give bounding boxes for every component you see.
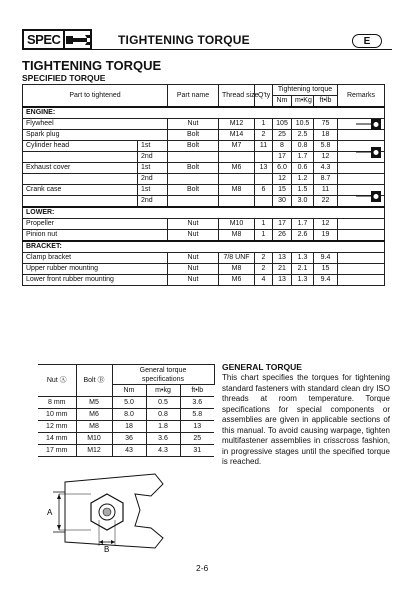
cell-ftlb: 25	[180, 433, 214, 445]
cell-part-name	[168, 152, 219, 163]
cell-bolt: M8	[76, 421, 112, 433]
table-row	[23, 163, 385, 174]
cell-nut: 12 mm	[38, 421, 76, 433]
cell-nm: 5.0	[112, 397, 146, 409]
cell-mkg: 1.7	[292, 219, 314, 230]
cell-ftlb: 18	[314, 130, 338, 141]
cell-mkg: 1.3	[292, 275, 314, 286]
cell-nm: 26	[273, 230, 292, 242]
col-remarks: Remarks	[338, 85, 385, 108]
table-row	[38, 421, 214, 433]
general-rows	[38, 397, 214, 457]
col-nm: Nm	[273, 96, 292, 108]
cell-qty: 2	[255, 264, 273, 275]
cell-ftlb: 11	[314, 185, 338, 196]
cell-step: 2nd	[138, 152, 168, 163]
cell-part: Exhaust cover	[23, 163, 138, 174]
nut-bolt-figure	[45, 470, 175, 552]
cell-nm: 15	[273, 185, 292, 196]
cell-qty: 2	[255, 130, 273, 141]
cell-part: Clamp bracket	[23, 253, 168, 264]
cell-part-name: Nut	[168, 253, 219, 264]
cell-thread	[219, 174, 255, 185]
cell-mkg: 1.7	[292, 152, 314, 163]
table-row	[23, 141, 385, 152]
cell-nut: 14 mm	[38, 433, 76, 445]
cell-thread: M7	[219, 141, 255, 152]
spec-label: SPEC	[24, 31, 65, 48]
lower-rows	[23, 219, 385, 242]
cell-remarks	[338, 152, 385, 163]
cell-qty: 4	[255, 275, 273, 286]
cell-remarks	[338, 130, 385, 141]
cell-nm: 13	[273, 275, 292, 286]
cell-nm: 17	[273, 152, 292, 163]
cell-ftlb: 13	[180, 421, 214, 433]
cell-part-name: Bolt	[168, 130, 219, 141]
nut-hexagon	[91, 494, 123, 530]
cell-part-name: Bolt	[168, 141, 219, 152]
cell-bolt: M6	[76, 409, 112, 421]
cell-qty: 1	[255, 219, 273, 230]
cell-thread: M12	[219, 119, 255, 130]
cell-nm: 6.0	[273, 163, 292, 174]
wrench-icon	[65, 34, 91, 46]
cell-ftlb: 8.7	[314, 174, 338, 185]
cell-mkg: 1.3	[292, 253, 314, 264]
cell-nm: 18	[112, 421, 146, 433]
cell-part-name: Nut	[168, 264, 219, 275]
cell-part-name: Nut	[168, 230, 219, 242]
cell-ftlb: 19	[314, 230, 338, 242]
group-lower: LOWER:	[23, 207, 385, 219]
cell-nm: 21	[273, 264, 292, 275]
cell-remarks	[338, 174, 385, 185]
bracket-rows	[23, 253, 385, 286]
cell-ftlb: 12	[314, 152, 338, 163]
cell-part: Upper rubber mounting	[23, 264, 168, 275]
cell-ftlb: 31	[180, 445, 214, 457]
cell-nut: 10 mm	[38, 409, 76, 421]
cell-thread: M8	[219, 185, 255, 196]
cell-thread: M8	[219, 230, 255, 242]
col-ftlb: ft•lb	[180, 385, 214, 397]
col-nm: Nm	[112, 385, 146, 397]
cell-remarks	[338, 230, 385, 242]
group-engine: ENGINE:	[23, 107, 385, 119]
cell-ftlb: 9.4	[314, 275, 338, 286]
table-row	[23, 152, 385, 163]
spec-badge	[22, 29, 92, 50]
cell-thread: M6	[219, 163, 255, 174]
group-bracket: BRACKET:	[23, 241, 385, 253]
section-title: TIGHTENING TORQUE	[22, 58, 162, 73]
col-bolt: Bolt Ⓑ	[76, 365, 112, 397]
cell-mkg: 4.3	[146, 445, 180, 457]
general-torque-body: This chart specifies the torques for tightening standard fasteners with standard clean dry ISO threads at room temperature. Torque specifications for special components or assemblies are given in applicable sections of this manual. To avoid causing warpage, tighten multifastener assemblies in crisscross fashion, in progressive stages until the specified torque is reached.	[222, 373, 390, 466]
cell-part: Pinion nut	[23, 230, 168, 242]
cell-thread	[219, 196, 255, 208]
cell-step: 1st	[138, 163, 168, 174]
cell-thread: 7/8 UNF	[219, 253, 255, 264]
dimension-a	[57, 494, 91, 530]
specified-torque-table	[22, 84, 385, 286]
cell-thread: M10	[219, 219, 255, 230]
cell-thread: M8	[219, 264, 255, 275]
cell-nm: 30	[273, 196, 292, 208]
cell-mkg: 0.5	[146, 397, 180, 409]
cell-part	[23, 152, 138, 163]
table-row	[23, 196, 385, 208]
cell-part-name	[168, 196, 219, 208]
cell-qty: 11	[255, 141, 273, 152]
cell-part	[23, 174, 138, 185]
cell-part: Crank case	[23, 185, 138, 196]
cell-qty: 1	[255, 119, 273, 130]
cell-ftlb: 9.4	[314, 253, 338, 264]
table-row	[23, 264, 385, 275]
cell-part: Spark plug	[23, 130, 168, 141]
cell-mkg: 3.0	[292, 196, 314, 208]
table-row	[38, 445, 214, 457]
general-torque-title: GENERAL TORQUE	[222, 362, 302, 372]
engine-rows	[23, 119, 385, 208]
cell-mkg: 10.5	[292, 119, 314, 130]
col-qty: Q'ty	[255, 85, 273, 108]
cell-ftlb: 5.8	[314, 141, 338, 152]
cell-thread: M6	[219, 275, 255, 286]
cell-mkg: 0.6	[292, 163, 314, 174]
cell-nut: 17 mm	[38, 445, 76, 457]
table-row	[23, 119, 385, 130]
cell-bolt: M10	[76, 433, 112, 445]
col-torque: Tightening torque	[273, 85, 338, 96]
cell-part	[23, 196, 138, 208]
cell-part-name: Bolt	[168, 185, 219, 196]
language-badge: E	[352, 34, 382, 48]
cell-part: Flywheel	[23, 119, 168, 130]
cell-qty	[255, 152, 273, 163]
cell-step: 1st	[138, 185, 168, 196]
header-title: TIGHTENING TORQUE	[118, 33, 250, 47]
cell-bolt: M12	[76, 445, 112, 457]
cell-mkg: 2.1	[292, 264, 314, 275]
table-row	[23, 253, 385, 264]
table-row	[23, 219, 385, 230]
cell-remarks	[338, 275, 385, 286]
col-part-name: Part name	[168, 85, 219, 108]
cell-remarks	[338, 264, 385, 275]
col-part: Part to tightened	[23, 85, 168, 108]
table-row	[38, 409, 214, 421]
cell-part-name: Bolt	[168, 163, 219, 174]
header-rule	[92, 49, 392, 50]
cell-mkg: 1.8	[146, 421, 180, 433]
cell-ftlb: 75	[314, 119, 338, 130]
cell-part-name: Nut	[168, 219, 219, 230]
cell-nut: 8 mm	[38, 397, 76, 409]
cell-nm: 13	[273, 253, 292, 264]
page-number: 2-6	[196, 563, 209, 573]
cell-qty	[255, 174, 273, 185]
cell-mkg: 2.5	[292, 130, 314, 141]
table-row	[38, 433, 214, 445]
cell-nm: 12	[273, 174, 292, 185]
cell-part: Cylinder head	[23, 141, 138, 152]
spec-header-line-1: General torque	[139, 366, 187, 374]
cell-remarks	[338, 196, 385, 208]
cell-part-name: Nut	[168, 119, 219, 130]
table-row	[23, 230, 385, 242]
cell-remarks	[338, 163, 385, 174]
cell-qty	[255, 196, 273, 208]
cell-remarks	[338, 219, 385, 230]
cell-qty: 2	[255, 253, 273, 264]
cell-bolt: M5	[76, 397, 112, 409]
cell-thread	[219, 152, 255, 163]
cell-mkg: 0.8	[146, 409, 180, 421]
col-mkg: m•kg	[146, 385, 180, 397]
cell-part: Propeller	[23, 219, 168, 230]
cell-ftlb: 5.8	[180, 409, 214, 421]
cell-nm: 43	[112, 445, 146, 457]
cell-mkg: 3.6	[146, 433, 180, 445]
section-subtitle: SPECIFIED TORQUE	[22, 73, 106, 83]
general-torque-table	[38, 364, 215, 457]
cell-remarks	[338, 141, 385, 152]
table-row	[38, 397, 214, 409]
cell-step: 2nd	[138, 196, 168, 208]
cell-qty: 13	[255, 163, 273, 174]
cell-ftlb: 12	[314, 219, 338, 230]
cell-part-name	[168, 174, 219, 185]
cell-step: 2nd	[138, 174, 168, 185]
cell-mkg: 1.5	[292, 185, 314, 196]
label-a: A	[47, 508, 53, 517]
cell-nm: 8	[273, 141, 292, 152]
cell-nm: 8.0	[112, 409, 146, 421]
cell-mkg: 1.2	[292, 174, 314, 185]
table-row	[23, 130, 385, 141]
col-thread: Thread size	[219, 85, 255, 108]
table-row	[23, 275, 385, 286]
col-general-spec	[112, 365, 214, 385]
cell-remarks	[338, 253, 385, 264]
cell-remarks	[338, 119, 385, 130]
cell-nm: 36	[112, 433, 146, 445]
cell-nm: 105	[273, 119, 292, 130]
cell-part: Lower front rubber mounting	[23, 275, 168, 286]
cell-ftlb: 15	[314, 264, 338, 275]
cell-ftlb: 3.6	[180, 397, 214, 409]
cell-ftlb: 4.3	[314, 163, 338, 174]
col-mkg: m•Kg	[292, 96, 314, 108]
cell-thread: M14	[219, 130, 255, 141]
label-b: B	[104, 545, 110, 554]
col-ftlb: ft•lb	[314, 96, 338, 108]
cell-part-name: Nut	[168, 275, 219, 286]
cell-remarks	[338, 185, 385, 196]
spec-header-line-2: specifications	[141, 375, 185, 383]
cell-ftlb: 22	[314, 196, 338, 208]
col-nut: Nut Ⓐ	[38, 365, 76, 397]
cell-mkg: 2.6	[292, 230, 314, 242]
cell-nm: 25	[273, 130, 292, 141]
cell-mkg: 0.8	[292, 141, 314, 152]
table-row	[23, 174, 385, 185]
cell-step: 1st	[138, 141, 168, 152]
cell-qty: 1	[255, 230, 273, 242]
cell-nm: 17	[273, 219, 292, 230]
table-row	[23, 185, 385, 196]
cell-qty: 6	[255, 185, 273, 196]
